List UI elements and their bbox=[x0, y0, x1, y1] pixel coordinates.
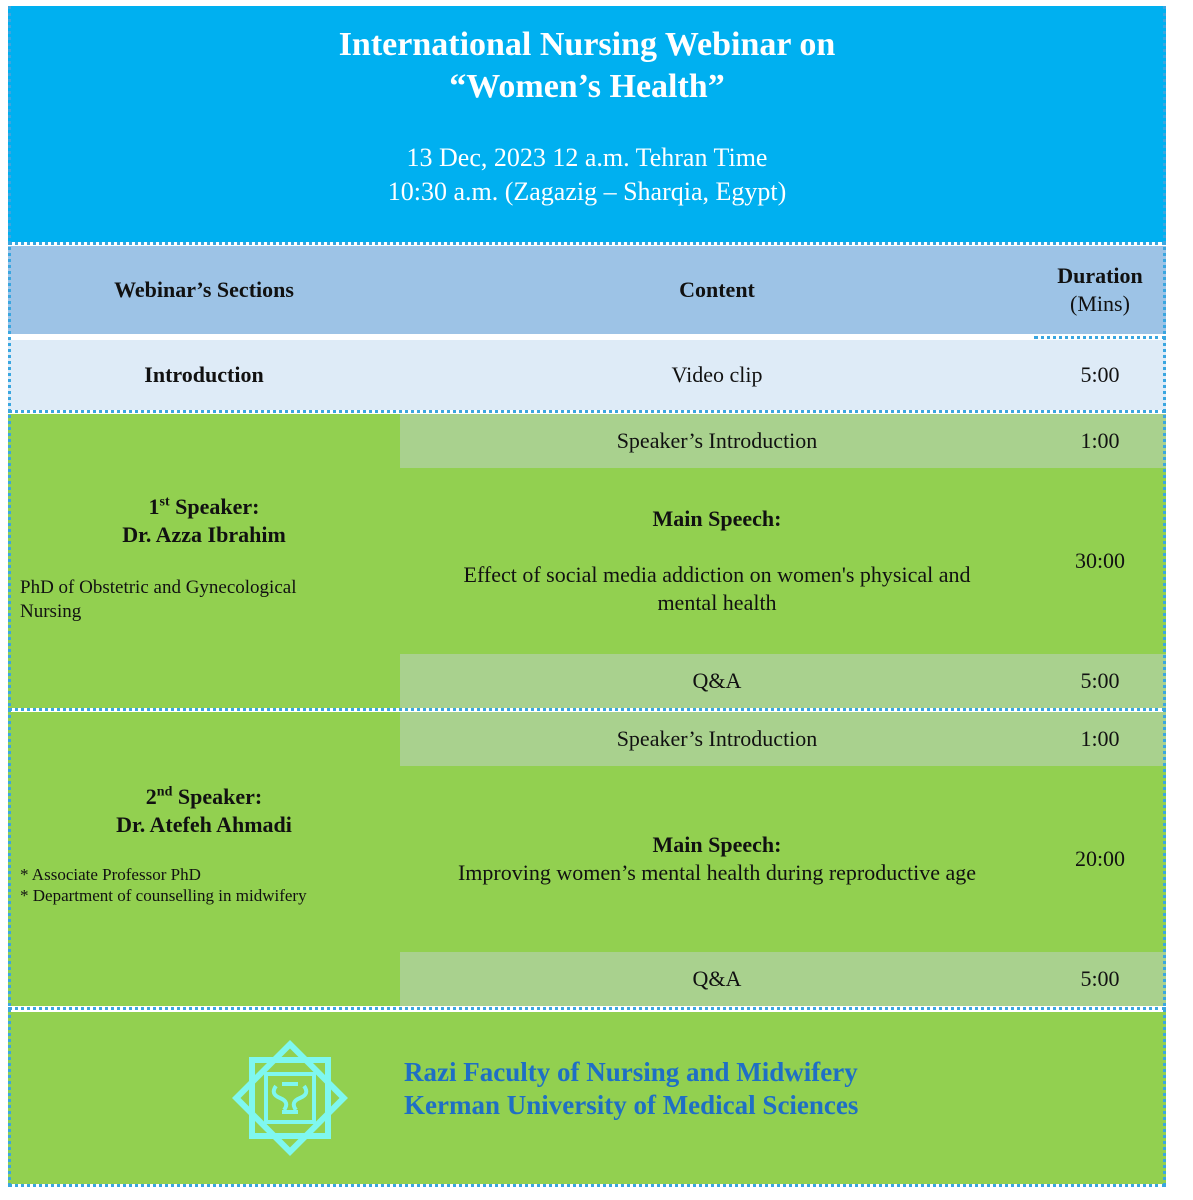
webinar-date-line1: 13 Dec, 2023 12 a.m. Tehran Time bbox=[406, 143, 768, 172]
intro-duration-value: 5:00 bbox=[1080, 362, 1120, 387]
intro-content-label: Video clip bbox=[671, 362, 763, 387]
speaker1-qa-label: Q&A bbox=[692, 668, 742, 693]
speaker2-name: Dr. Atefeh Ahmadi bbox=[116, 812, 292, 837]
speaker2-ordinal: 2 bbox=[145, 784, 157, 809]
speaker1-main-heading: Main Speech: bbox=[652, 506, 782, 531]
speaker2-intro-duration-value: 1:00 bbox=[1080, 726, 1120, 751]
speaker1-intro-duration-value: 1:00 bbox=[1080, 428, 1120, 453]
header-sections-label: Webinar’s Sections bbox=[114, 277, 294, 302]
speaker1-ordinal: 1 bbox=[148, 494, 160, 519]
speaker2-qa-duration-value: 5:00 bbox=[1080, 966, 1120, 991]
speaker1-main-line2: mental health bbox=[657, 590, 777, 615]
speaker1-bio-line2: Nursing bbox=[20, 601, 82, 622]
speaker1-qa-duration-value: 5:00 bbox=[1080, 668, 1120, 693]
speaker1-ordinal-suffix: st bbox=[159, 494, 170, 510]
speaker2-bio-line1: * Associate Professor PhD bbox=[20, 865, 201, 884]
header-duration-label: Duration bbox=[1057, 263, 1143, 288]
webinar-title-line1: International Nursing Webinar on bbox=[338, 26, 836, 63]
speaker2-intro-label: Speaker’s Introduction bbox=[616, 726, 818, 751]
speaker1-name: Dr. Azza Ibrahim bbox=[122, 522, 286, 547]
header-content-label: Content bbox=[679, 277, 755, 302]
speaker1-main-duration-value: 30:00 bbox=[1074, 548, 1126, 573]
speaker1-bio-line1: PhD of Obstetric and Gynecological bbox=[20, 577, 297, 598]
intro-section-label: Introduction bbox=[144, 362, 264, 387]
webinar-title-line2: “Women’s Health” bbox=[449, 68, 725, 105]
speaker2-main-line1: Improving women’s mental health during reproductive age bbox=[457, 860, 977, 885]
speaker2-bio-line2: * Department of counselling in midwifery bbox=[20, 886, 307, 905]
org-name-line1: Razi Faculty of Nursing and Midwifery bbox=[404, 1057, 858, 1087]
webinar-date-line2: 10:30 a.m. (Zagazig – Sharqia, Egypt) bbox=[387, 177, 787, 206]
speaker2-main-duration-value: 20:00 bbox=[1074, 846, 1126, 871]
speaker1-main-line1: Effect of social media addiction on women's physical and bbox=[463, 562, 971, 587]
header-duration-unit: (Mins) bbox=[1070, 291, 1130, 316]
speaker2-main-heading: Main Speech: bbox=[652, 832, 782, 857]
speaker2-qa-label: Q&A bbox=[692, 966, 742, 991]
page-frame bbox=[8, 6, 1166, 1186]
speaker1-intro-label: Speaker’s Introduction bbox=[616, 428, 818, 453]
speaker2-ordinal-suffix: nd bbox=[156, 784, 173, 800]
org-name-line2: Kerman University of Medical Sciences bbox=[404, 1090, 859, 1120]
speaker2-label: Speaker: bbox=[172, 784, 263, 809]
speaker1-label: Speaker: bbox=[169, 494, 260, 519]
